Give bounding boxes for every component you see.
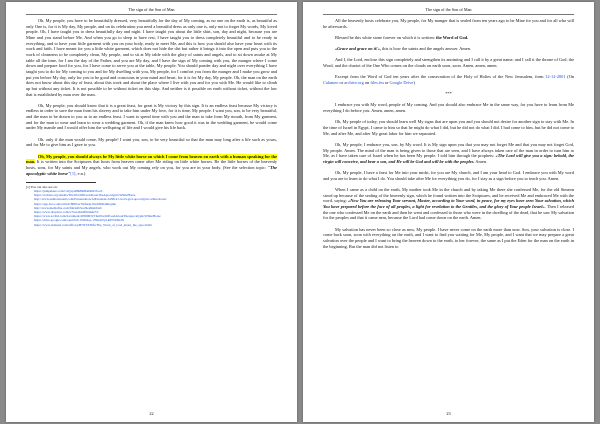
archive-link[interactable]: archive.org	[344, 79, 364, 85]
footnote-label: [1] You can also see on:	[26, 184, 58, 189]
date-link[interactable]: 12-12-2001	[545, 74, 566, 80]
bold-text: the Word of God.	[435, 34, 469, 40]
paragraph-text: Then I released the one who confessed Me on the earth and then he went and confessed to those who were in the dwelling of the dead, that he saw My salvation for the peoples and that it came near, because the Lord had come down on the earth. Amen.	[323, 204, 574, 221]
highlighted-text: Oh, My people, you should always be My little white horse on which I come from heaven on earth with a human speaking for the man.	[26, 153, 277, 165]
paragraph-text: Oh, My people, I embrace you, son, by My word. It is My sign upon you that you may not forget Me and that you may not forget God, My people. Amen. The mind of the man is being given to those that are seen, and I have always taken care of the man in order to turn him to Me, as I have taken care of Israel when he has been My people. I told him through the prophets:	[323, 141, 574, 159]
paragraph	[323, 187, 574, 221]
calameo-link[interactable]: Calameo	[323, 79, 339, 85]
paragraph-text: When I came as a child on the earth, My mother took Me in the church and by taking Me there she confessed Me, for the old Simeon stood up because of the sealing of the heavenly sign, which he found written into the Scriptures, and he received Me and embraced Me with the word, saying:	[323, 187, 574, 204]
paragraph: Oh, only if the man would come, My people! I want you, son, to be very beautiful so that the man may long after a life such as yours, and for Me to give him as I gave to you.	[26, 136, 277, 148]
page-number: 22	[149, 411, 154, 416]
paragraph	[26, 154, 277, 177]
paragraph-text: or	[383, 79, 390, 85]
footnote-link[interactable]: https://archive.org/details/TheWordOfGodAboutTheApocalypticWhiteHorse	[34, 193, 136, 198]
topic-title: "The apocalyptic white horse"	[26, 164, 278, 176]
paragraph: And I, the Lord, enclose this sign completely and strengthen its anointing and I call it by a great name, and I call it the throne of God, the Word, and the chariot of the One Who comes on the clouds on earth soon, soon. Amen, amen, amen.	[323, 57, 574, 69]
paragraph: I embrace you with My word, people of My coming. And you should also embrace Me in the same way, for you have to learn from Me everything I do before you. Amen, amen, amen.	[323, 102, 574, 114]
paragraph	[323, 35, 574, 41]
paragraph: Oh, My people of today, you should learn well My signs that are upon you and you should not desire for another sign to stay with Me. In the time of Israel in Egypt, I came to him so that he might do what I did, but he did not do what I did. I had come to him, but he did not come to Me, and after Me, and after My great labor for him we separated.	[323, 119, 574, 136]
paragraph: Oh, My people, you have to be beautifully dressed, very beautifully for the day of My coming, as no one on the earth is, as beautiful as only One is, for it is My day, My people, and on its celebration you need a beautiful dress as only one is, only not to forget My words, My loved people. Oh, I have taught you to dress beautifully day and night. I have taught you about the little shirt, son, day and night, because you are Mine and you stand before Me. And when you go to sleep to have rest, I have taught you to dress completely beautiful and to be ready in everything, and to have your little garment with you on your body, ready to meet Me, and this is how you should also have your heart with its work and faith. I have meant for you a little white garment, which does not hide the dirt but rather it brings it into the open and puts you to the work of cleanness to be completely clean, My people, and to sit at My table with the glory of saints and angels, and to sit down awake at My table all the time, for I am the day of the Father, and you are My day, and I have the sign of My coming with you, the manger where I come down and prepare food for you, for I have come to serve you at the table, My people. You should ponder day and night over everything I have taught you to do for My coming to you and for My dwelling with you, My people, for I comfort you from the manger and I make you grow and put you before My day, only for you to be good and conscious in your mind and heart, for it is for My day, My people. Oh, the man on the earth does not know about this day of feast, about this work and about the place where I live with you and for you with Me. He would like to climb up but without any ticket. It is not possible to be without ticket on this ship. And neither is it possible on earth without ticket, without the law that is established by man over the man.	[26, 18, 277, 97]
page-spread	[6, 2, 594, 422]
left-page	[6, 2, 297, 422]
footnote-link[interactable]: http://www.authorstream.com/Presentation/AtEstonian-2438141-word-god-apocalyptic-white-horse/	[34, 197, 167, 202]
footnote-link[interactable]: https://www.4shared.com/office/pH7OTXNlfa/The_Word_of_God_about_the_apoc.html	[34, 222, 152, 227]
paragraph-text: on	[363, 79, 371, 85]
page-body	[323, 18, 574, 255]
paragraph-text: this is how the saints and the angels answer. Amen.	[380, 46, 471, 52]
quote-text: «Now You are releasing Your servant, Master, according to Your word, in peace, for my eyes have seen Your salvation, which You have prepared before the face of all peoples, a light for revelation to the Gentiles, and the glory of Your people Israel».	[323, 198, 574, 210]
paragraph-text: It is written into the Scriptures that hosts from heaven come after Me riding on little white horses. Be the little horses of the heavenly hosts, sons, for My saints and My angels, who work out My coming rely on you, for you are in your body. (See the selection topic:	[26, 159, 277, 170]
paragraph: All the heavenly hosts celebrate you, My people, for My manger that is sealed from ten years ago to be Mine for you and for all who will be afterwards.	[323, 18, 574, 29]
paragraph-text: , e.n.)	[75, 170, 86, 176]
quote-text: «The Lord will give you a sign: behold, the virgin will conceive, and bear a son, and He will be God and will be with the peoples.	[323, 153, 574, 164]
google-drive-link[interactable]: Google Drive	[389, 79, 414, 85]
quote-text: «Grace and grace on it!»,	[335, 46, 381, 52]
paragraph-text: )	[413, 79, 415, 85]
footnote-ref-link[interactable]: [1]	[70, 170, 76, 176]
paragraph	[323, 142, 574, 165]
footnote-link[interactable]: https://www.scribd.com/document/405606/9/TheWordOfGodAboutTheApocalypticWhiteHorse	[34, 214, 161, 219]
filesfm-link[interactable]: files.fm	[370, 79, 384, 85]
section-separator: ***	[445, 91, 452, 97]
footnote-link[interactable]: http://www.mediafire.com/file/k2b3oa3leu9iabhwb	[34, 205, 102, 210]
footnote-link[interactable]: https://drive.google.com/open?id=1WKhaj...Z8eOeTpLk6TbUROX	[34, 218, 125, 223]
page-body	[26, 18, 277, 227]
paragraph-text: Excerpt from the Word of God ten years after the consecration of the Holy of Holies of the New Jerusalem, from	[335, 74, 546, 80]
paragraph-text: Blessed be this white stone forever on which it is written:	[335, 34, 436, 40]
footnote-divider	[26, 182, 96, 183]
paragraph-text: (On	[565, 74, 575, 80]
footnote-link[interactable]: https://www.dropbox.com/s/7nwa2m9f5nm4z72/	[34, 210, 99, 214]
paragraph: Oh, My people, you should know that it is a great feast, for great is My victory by this sign. It is an endless feast because My victory is endless in order to save the man from his slavery and to take him under My love, for it is time, My people. I want you, son, to be very beautiful, and the man to be drawn to you as to an endless feast. I want to spend time with you and the man to take from My mouth, from My garment, and for the man to wear and learn to wear a wedding garment. Oh, if the man knew how good it was in the wedding garment, he would come under My mantle and I would offer him the wellspring of life and I would give his life back.	[26, 102, 277, 131]
footnote-link[interactable]: https://app.box.com/s/mx2v8081xz7tkfnslq1hw6f49brhhrqmn	[34, 201, 117, 206]
footnote	[26, 185, 277, 227]
paragraph	[323, 74, 574, 85]
paragraph: Oh, My people, I have a feast for Me into your midst, for you are My church, and I am your head to God. I embrace you with My word and you are to learn to do what I do. You should take after Me for everything you do, for I stay as a sign before you to teach you. Amen.	[323, 170, 574, 181]
paragraph-text: or	[338, 79, 345, 85]
paragraph-text: Amen.	[474, 158, 488, 164]
right-page	[303, 2, 594, 422]
running-head: The sign of the Son of Man	[323, 7, 574, 15]
paragraph: My salvation has never been so close as now, My people. I have never come on the earth more than now. Son, your salvation is close. I come back soon, soon with everything on the earth, and I want to find you waiting for Me, My people, and I want that we may prepare a great salvation over the people and I want to bring the heaven down to the earth, to her forever, the same as I put the Eden for the man on the earth in the beginning. But the man did not listen to	[323, 226, 574, 249]
page-number: 23	[446, 411, 451, 416]
paragraph	[323, 46, 574, 52]
footnote-link[interactable]: https://jumpshare.com/v/sQvpuHkBR9i4DmPcfoeS	[34, 188, 103, 193]
running-head: The sign of the Son of Man	[26, 7, 277, 15]
